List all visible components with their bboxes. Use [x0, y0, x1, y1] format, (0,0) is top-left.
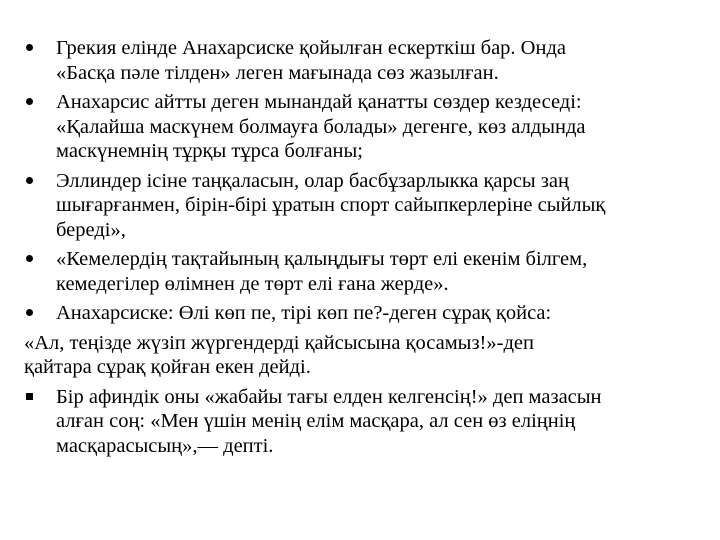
bullet-dot-icon: [26, 247, 50, 272]
item-line: Грекия елінде Анахарсиске қойылған ескерткіш бар. Онда: [56, 37, 566, 59]
item-line: «Кемелердің тақтайының қалыңдығы төрт елі екенім білгем,: [56, 248, 588, 270]
item-line: маскүнемнің тұрқы тұрса болғаны;: [56, 140, 363, 162]
bullet-item-4: [24, 247, 704, 296]
slide-content: [24, 36, 704, 463]
bullet-item-1: [24, 36, 704, 85]
bullet-dot-icon: [26, 301, 50, 326]
item-line: масқарасысың»,— депті.: [56, 434, 274, 457]
item-line: береді»,: [56, 218, 126, 241]
item-line: Анахарсис айтты деген мынандай қанатты сөздер кездеседі:: [56, 91, 582, 113]
item-line: алған соң: «Мен үшін менің елім масқара, ал сен өз еліңнің: [56, 410, 576, 432]
item-line: кемедегілер өлімнен де төрт елі ғана жерде».: [56, 272, 449, 295]
plain-paragraph: [24, 331, 704, 380]
item-line: Бір афиндік оны «жабайы тағы елден келгенсің!» деп мазасын: [56, 385, 602, 408]
item-line: шығарғанмен, бірін-бірі ұратын спорт сайыпкерлеріне сыйлық: [56, 194, 606, 216]
bullet-dot-icon: [26, 36, 50, 61]
bullet-dot-icon: [26, 169, 50, 194]
plain-line: «Ал, теңізде жүзіп жүргендерді қайсысына қосамыз!»-деп: [24, 331, 534, 354]
bullet-item-6: [24, 385, 704, 459]
item-line: Эллиндер ісіне таңқаласын, олар басбұзарлыкка қарсы заң: [56, 169, 569, 192]
item-line: «Қалайша маскүнем болмауға болады» дегенге, көз алдында: [56, 115, 586, 138]
bullet-dot-icon: [26, 90, 50, 115]
bullet-item-5: [24, 301, 704, 326]
bullet-item-3: [24, 169, 704, 243]
bullet-item-2: [24, 90, 704, 164]
plain-line: қайтара сұрақ қойған екен дейді.: [24, 356, 311, 378]
item-line: «Басқа пәле тілден» леген мағынада сөз жазылған.: [56, 61, 499, 84]
item-line: Анахарсиске: Өлі көп пе, тірі көп пе?-деген сұрақ қойса:: [56, 302, 552, 324]
bullet-square-icon: [26, 385, 50, 410]
